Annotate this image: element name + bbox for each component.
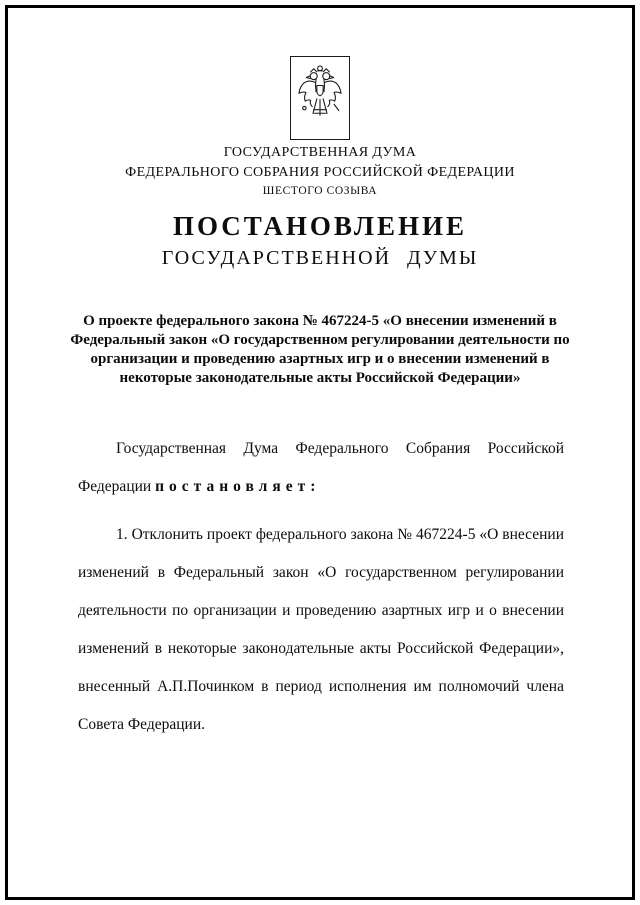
body-paragraph-2: 1. Отклонить проект федерального закона № 467224-5 «О внесении изменений в Федеральный закон «О государственном регулировании деятельности по организации и проведению азартных игр и о внесении изменений в некоторые законодательные акты Российской Федерации», внесенный А.П.Починком в период исполнения им полномочий члена Совета Федерации.: [78, 526, 564, 733]
resolution-body: [78, 430, 564, 744]
doc-type-heading: ПОСТАНОВЛЕНИЕ: [172, 211, 468, 241]
resolution-title: О проекте федерального закона № 467224-5 «О внесении изменений в Федеральный закон «О государственном регулировании деятельности по организации и проведению азартных игр и о внесении изменений в некоторые законодательные акты Российской Федерации»: [70, 313, 570, 386]
paragraph1-emphasis: постановляет:: [155, 478, 321, 495]
coat-of-arms-box: [290, 56, 350, 140]
org-name-line3: ШЕСТОГО СОЗЫВА: [262, 185, 378, 197]
body-paragraph-1: [78, 430, 564, 506]
paragraph1-lead: Государственная Дума Федерального Собрания Российской Федерации: [78, 440, 564, 495]
org-name-line1: ГОСУДАРСТВЕННАЯ ДУМА: [223, 145, 417, 160]
org-name-line2: ФЕДЕРАЛЬНОГО СОБРАНИЯ РОССИЙСКОЙ ФЕДЕРАЦИИ: [125, 165, 515, 180]
doc-type-subheading: ГОСУДАРСТВЕННОЙ ДУМЫ: [161, 247, 479, 269]
double-headed-eagle-icon: [295, 62, 345, 134]
